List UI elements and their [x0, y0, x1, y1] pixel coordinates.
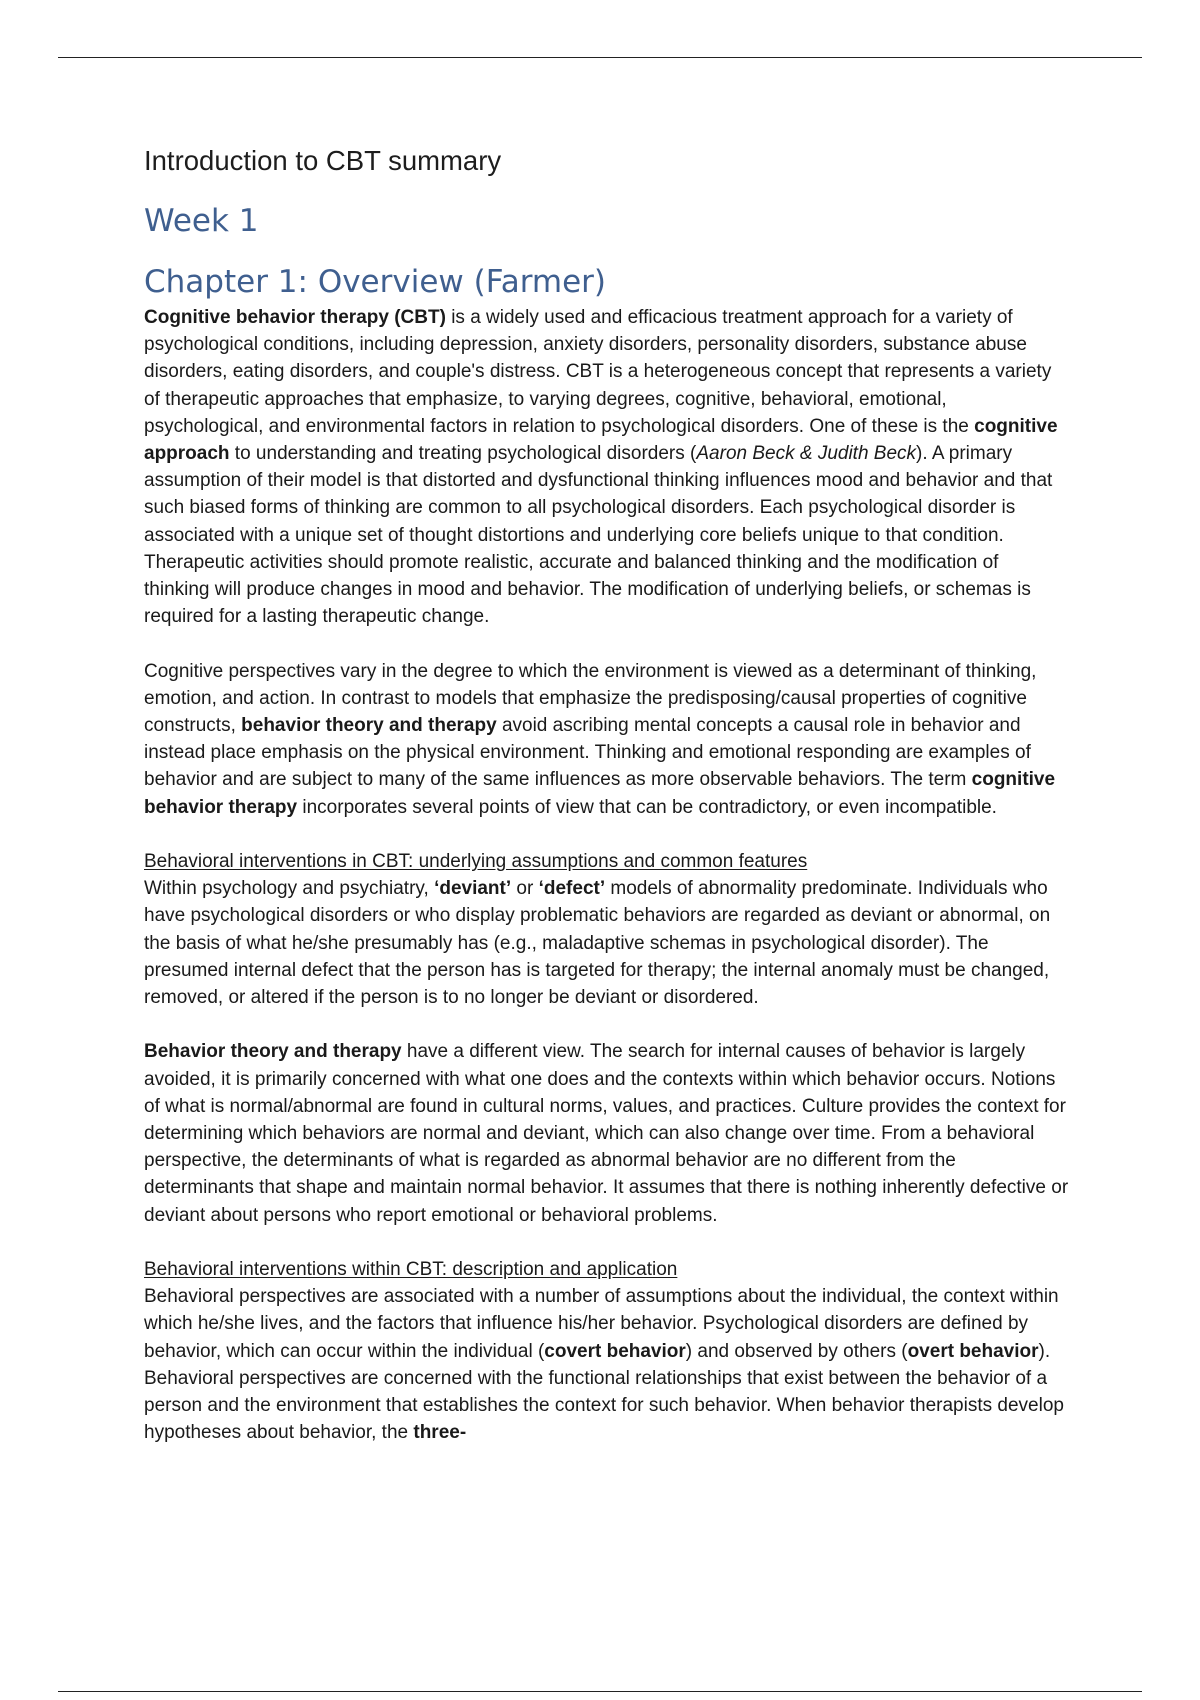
paragraph-spacer	[144, 821, 1069, 848]
term-overt-behavior: overt behavior	[907, 1340, 1039, 1362]
term-three: three-	[413, 1422, 467, 1444]
authors: Aaron Beck & Judith Beck	[696, 443, 917, 465]
header-rule	[58, 57, 1142, 58]
paragraph-spacer	[144, 1011, 1069, 1038]
term-defect: ‘defect’	[538, 878, 606, 900]
paragraph-behavioral-perspectives: Behavioral perspectives are associated with a number of assumptions about the individual, the context within which he/she lives, and the factors that influence his/her behavior. Psychological disorders are defined by behavior, which can occur within the individual (covert behavior) and observed by others (overt behavior). Behavioral perspectives are concerned with the functional relationships that exist between the behavior of a person and the environment that establishes the context for such behavior. When behavior therapists develop hypotheses about behavior, the three-	[144, 1286, 1064, 1444]
document-body	[144, 142, 1069, 1446]
subheading-assumptions: Behavioral interventions in CBT: underlying assumptions and common features	[144, 851, 808, 873]
term-cognitive-approach: cognitive approach	[144, 415, 1058, 465]
term-cbt-full: cognitive behavior therapy	[144, 769, 1056, 818]
term-deviant: ‘deviant’	[434, 878, 512, 900]
paragraph-spacer	[144, 1229, 1069, 1256]
term-behavior-theory: behavior theory and therapy	[241, 715, 497, 737]
subheading-description: Behavioral interventions within CBT: description and application	[144, 1259, 678, 1281]
term-behavior-theory-2: Behavior theory and therapy	[144, 1041, 402, 1063]
paragraph-deviant-models: Within psychology and psychiatry, ‘deviant’ or ‘defect’ models of abnormality predominate. Individuals who have psychological disorders or who display problematic behaviors are regarded as deviant or abnormal, on the basis of what he/she presumably has (e.g., maladaptive schemas in psychological disorder). The presumed internal defect that the person has is targeted for therapy; the internal anomaly must be changed, removed, or altered if the person is to no longer be deviant or disordered.	[144, 878, 1051, 1009]
footer-rule	[58, 1691, 1142, 1692]
paragraph-behavior-theory: Behavior theory and therapy have a different view. The search for internal causes of behavior is largely avoided, it is primarily concerned with what one does and the contexts within which behavior occurs. Notions of what is normal/abnormal are found in cultural norms, values, and practices. Culture provides the context for determining which behaviors are normal and deviant, which can also change over time. From a behavioral perspective, the determinants of what is regarded as abnormal behavior are no different from the determinants that shape and maintain normal behavior. It assumes that there is nothing inherently defective or deviant about persons who report emotional or behavioral problems.	[144, 1041, 1069, 1226]
paragraph-cbt-overview: Cognitive behavior therapy (CBT) is a widely used and efficacious treatment approach for a variety of psychological conditions, including depression, anxiety disorders, personality disorders, substance abuse disorders, eating disorders, and couple's distress. CBT is a heterogeneous concept that represents a variety of therapeutic approaches that emphasize, to varying degrees, cognitive, behavioral, emotional, psychological, and environmental factors in relation to psychological disorders. One of these is the cognitive approach to understanding and treating psychological disorders (Aaron Beck & Judith Beck). A primary assumption of their model is that distorted and dysfunctional thinking influences mood and behavior and that such biased forms of thinking are common to all psychological disorders. Each psychological disorder is associated with a unique set of thought distortions and underlying core beliefs unique to that condition. Therapeutic activities should promote realistic, accurate and balanced thinking and the modification of thinking will produce changes in mood and behavior. The modification of underlying beliefs, or schemas is required for a lasting therapeutic change.	[144, 307, 1058, 628]
document-title: Introduction to CBT summary	[144, 145, 502, 176]
paragraph-cognitive-perspectives: Cognitive perspectives vary in the degree to which the environment is viewed as a determinant of thinking, emotion, and action. In contrast to models that emphasize the predisposing/causal properties of cognitive constructs, behavior theory and therapy avoid ascribing mental concepts a causal role in behavior and instead place emphasis on the physical environment. Thinking and emotional responding are examples of behavior and are subject to many of the same influences as more observable behaviors. The term cognitive behavior therapy incorporates several points of view that can be contradictory, or even incompatible.	[144, 660, 1056, 818]
term-covert-behavior: covert behavior	[544, 1340, 686, 1362]
chapter-heading: Chapter 1: Overview (Farmer)	[144, 264, 607, 300]
term-cbt: Cognitive behavior therapy (CBT)	[144, 307, 446, 328]
paragraph-spacer	[144, 630, 1069, 657]
week-heading: Week 1	[144, 203, 259, 239]
